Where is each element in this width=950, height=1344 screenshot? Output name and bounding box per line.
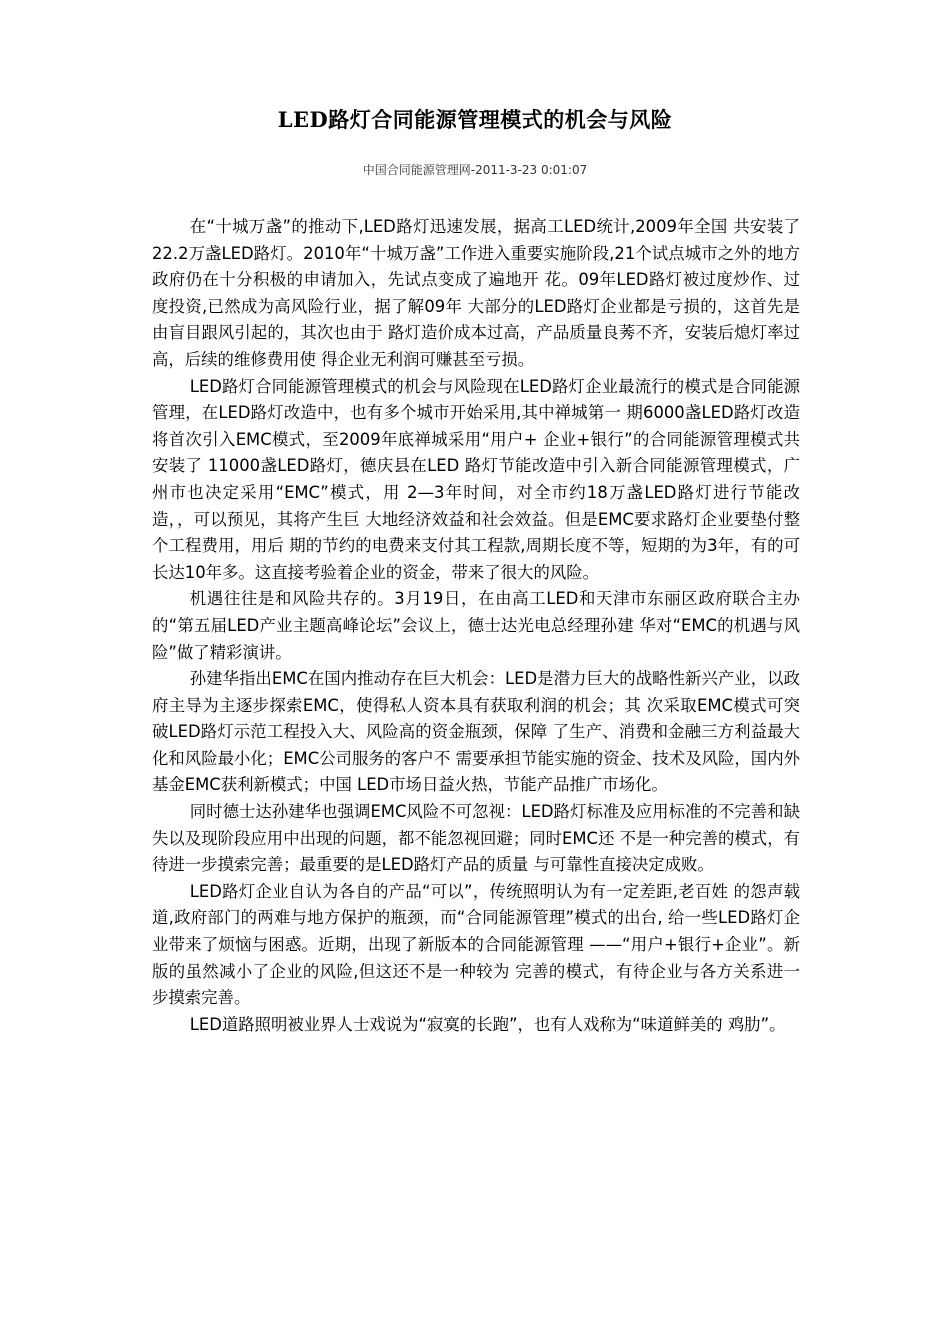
- paragraph-6: LED路灯企业自认为各自的产品“可以”，传统照明认为有一定差距,老百姓 的怨声载道,政府部门的两难与地方保护的瓶颈，而“合同能源管理”模式的出台, 给一些LED路灯企业带来了烦恼与困惑。近期，出现了新版本的合同能源管理 ——“用户+银行+企业”。新版的虽然减小了企业的风险,但这还不是一种较为 完善的模式，有待企业与各方关系进一步摸索完善。: [152, 881, 800, 1008]
- paragraph-5: 同时德士达孙建华也强调EMC风险不可忽视：LED路灯标准及应用标准的不完善和缺失以及现阶段应用中出现的问题，都不能忽视回避；同时EMC还 不是一种完善的模式，有待进一步摸索完善；最重要的是LED路灯产品的质量 与可靠性直接决定成败。: [152, 802, 800, 875]
- paragraph-7: LED道路照明被业界人士戏说为“寂寞的长跑”，也有人戏称为“味道鲜美的 鸡肋”。: [189, 1014, 786, 1034]
- article-source-date: 中国合同能源管理网-2011-3-23 0:01:07: [362, 163, 588, 177]
- article-title: LED路灯合同能源管理模式的机会与风险: [277, 107, 673, 132]
- paragraph-4: 孙建华指出EMC在国内推动存在巨大机会：LED是潜力巨大的战略性新兴产业，以政府主导为主逐步探索EMC，使得私人资本具有获取利润的机会；其 次采取EMC模式可突破LED路灯示范工程投入大、风险高的资金瓶颈，保障 了生产、消费和金融三方利益最大化和风险最小化；EMC公司服务的客户不 需要承担节能实施的资金、技术及风险，国内外基金EMC获利新模式；中国 LED市场日益火热，节能产品推广市场化。: [152, 669, 800, 795]
- paragraph-3: 机遇往往是和风险共存的。3月19日，在由高工LED和天津市东丽区政府联合主办的“第五届LED产业主题高峰论坛”会议上，德士达光电总经理孙建 华对“EMC的机遇与风险”做了精彩演讲。: [152, 589, 800, 662]
- paragraph-1: 在“十城万盏”的推动下,LED路灯迅速发展，据高工LED统计,2009年全国 共安装了 22.2万盏LED路灯。2010年“十城万盏”工作进入重要实施阶段,21个试点城市之外的地方政府仍在十分积极的申请加入，先试点变成了遍地开 花。09年LED路灯被过度炒作、过度投资,已然成为高风险行业，据了解09年 大部分的LED路灯企业都是亏损的，这首先是由盲目跟风引起的，其次也由于 路灯造价成本过高，产品质量良莠不齐，安装后熄灯率过高，后续的维修费用使 得企业无利润可赚甚至亏损。: [152, 217, 800, 369]
- paragraph-2: LED路灯合同能源管理模式的机会与风险现在LED路灯企业最流行的模式是合同能源管理，在LED路灯改造中，也有多个城市开始采用,其中禅城第一 期6000盏LED路灯改造将首次引入EMC模式，至2009年底禅城采用“用户+ 企业+银行”的合同能源管理模式共安装了 11000盏LED路灯，德庆县在LED 路灯节能改造中引入新合同能源管理模式，广州市也决定采用“EMC”模式，用 2—3年时间，对全市约18万盏LED路灯进行节能改造，，可以预见，其将产生巨 大地经济效益和社会效益。但是EMC要求路灯企业要垫付整个工程费用，用后 期的节约的电费来支付其工程款,周期长度不等，短期的为3年，有的可长达10年多。这直接考验着企业的资金，带来了很大的风险。: [152, 376, 800, 582]
- article-body: [152, 214, 800, 1038]
